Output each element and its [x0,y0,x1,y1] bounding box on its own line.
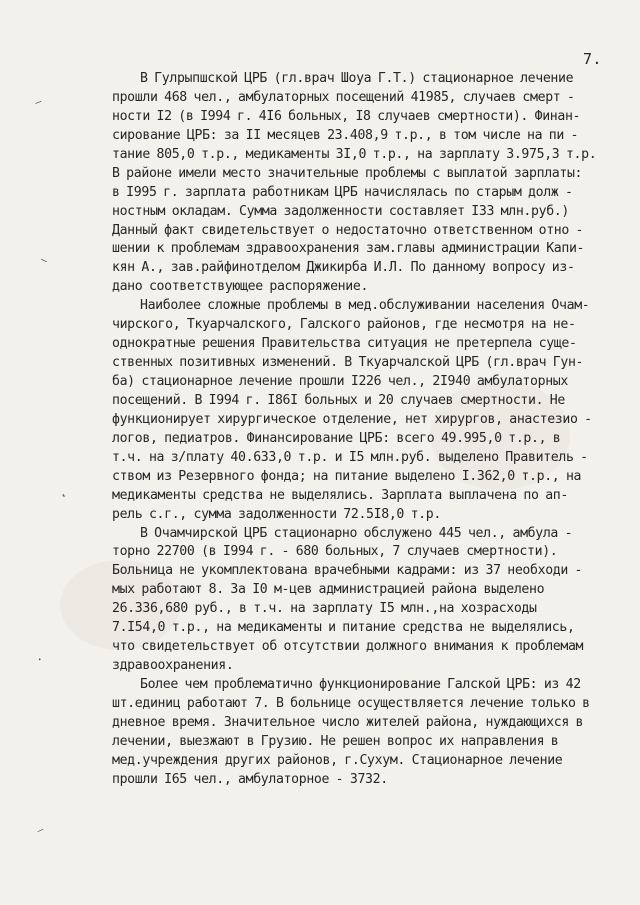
text-line: тание 805,0 т.р., медикаменты 3I,0 т.р., на зарплату 3.975,3 т.р. [112,146,597,162]
page-number: 7. [583,50,602,68]
text-line: сирование ЦРБ: за II месяцев 23.408,9 т.р., в том числе на пи - [112,127,579,143]
text-line: в I995 г. зарплата работникам ЦРБ начислялась по старым долж - [112,184,573,200]
text-line: медикаменты средства не выделялись. Зарплата выплачена по ап- [112,487,568,503]
margin-mark-icon: ⸳ [38,651,42,666]
text-line: здравоохранения. [112,658,234,674]
margin-mark-icon: ⸝ [33,92,46,109]
text-line: Более чем проблематично функционирование Галской ЦРБ: из 42 [140,677,581,692]
text-line: шт.единиц работают 7. В больнице осуществляется лечение только в [112,695,590,711]
text-line: ности I2 (в I994 г. 4I6 больных, I8 случаев смертности). Финан- [112,108,581,124]
text-line: ба) стационарное лечение прошли I226 чел., 2I940 амбулаторных [112,374,568,389]
text-line: торно 22700 (в I994 г. - 680 больных, 7 случаев смертности). [112,544,558,560]
text-line: ственных позитивных изменений. В Ткуарчалской ЦРБ (гл.врач Гун- [112,355,584,371]
text-line: 7.I54,0 т.р., на медикаменты и питание средства не выделялись, [112,620,575,636]
text-line: однократные решения Правительства ситуация не претерпела суще- [112,336,577,352]
text-line: В Очамчирской ЦРБ стационарно обслужено 445 чел., амбула - [140,525,573,541]
text-line: Наиболее сложные проблемы в мед.обслуживании населения Очам- [140,298,590,314]
text-line: 26.336,680 руб., в т.ч. на зарплату I5 млн.,на хозрасходы [112,601,537,617]
text-line: дано соответствующее распоряжение. [112,279,369,295]
text-line: В Гулрыпшской ЦРБ (гл.врач Шоуа Г.Т.) стационарное лечение [140,71,574,86]
text-line: дневное время. Значительное число жителей района, нуждающихся в [112,714,584,730]
text-line: шении к проблемам здравоохранения зам.главы администрации Капи- [112,241,585,257]
text-line: прошли I65 чел., амбулаторное - 3732. [112,771,388,787]
text-line: кян А., зав.райфинотделом Джикирба И.Л. По данному вопросу из- [112,260,575,276]
text-line: мых работают 8. За I0 м-цев администрацией района выделено [112,582,545,598]
text-line: чирского, Ткуарчалского, Галского районов, где несмотря на не- [112,317,576,333]
text-line: т.ч. на з/плату 40.633,0 т.р. и I5 млн.руб. выделено Правитель - [112,449,588,465]
text-line: функционирует хирургическое отделение, нет хирургов, анастезио - [112,411,592,427]
text-line: лечении, выезжают в Грузию. Не решен вопрос их направления в [112,733,559,749]
text-line: ностным окладам. Сумма задолженности составляет I33 млн.руб.) [112,203,569,219]
margin-mark-icon: ˛ [60,483,68,498]
typed-text-body [112,70,632,790]
margin-mark-icon: ⸜ [37,250,49,267]
text-line: логов, педиатров. Финансирование ЦРБ: всего 49.995,0 т.р., в [112,430,561,446]
text-line: мед.учреждения других районов, г.Сухум. Стационарное лечение [112,752,563,768]
text-line: Больница не укомплектована врачебными кадрами: из 37 необходи - [112,563,583,579]
text-line: ством из Резервного фонда; на питание выделено I.362,0 т.р., на [112,468,582,484]
text-line: В районе имели место значительные проблемы с выплатой зарплаты: [112,165,583,181]
text-line: Данный факт свидетельствует о недостаточно ответственном отно - [112,222,584,238]
text-line: посещений. В I994 г. I86I больных и 20 случаев смертности. Не [112,392,565,408]
margin-mark-icon: ⸝ [35,820,47,837]
text-line: что свидетельствует об отсутствии должного внимания к проблемам [112,639,584,655]
text-line: прошли 468 чел., амбулаторных посещений 41985, случаев смерт - [112,89,575,105]
text-line: рель с.г., сумма задолженности 72.5I8,0 т.р. [112,506,441,522]
